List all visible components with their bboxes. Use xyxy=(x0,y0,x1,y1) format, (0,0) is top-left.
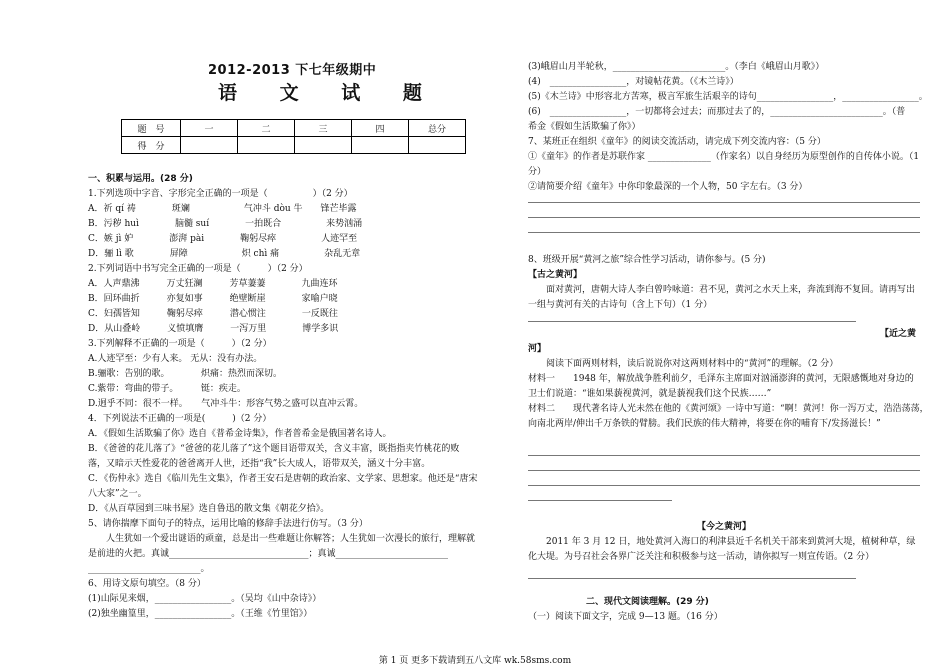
section-heading: 一、积累与运用。(28 分) xyxy=(88,174,193,184)
fill-blank-line: (2)独坐幽篁里，_________________。（王维《竹里馆》） xyxy=(88,609,313,619)
question-text: 7、某班正在组织《童年》的阅读交流活动，请完成下列交流内容：（5 分） xyxy=(528,137,826,147)
option-text: C.紫带：弯曲的带子。 铤：疾走。 xyxy=(88,384,246,394)
score-table xyxy=(121,119,466,154)
answer-line xyxy=(528,500,672,501)
fill-blank-line: 希金《假如生活欺骗了你》） xyxy=(528,122,641,132)
score-cell: 四 xyxy=(352,120,409,137)
option-text: A．《假如生活欺骗了你》选自《普希金诗集》，作者普希金是俄国著名诗人。 xyxy=(88,429,392,439)
question-text: 4．下列说法不正确的一项是( )（2 分） xyxy=(88,414,272,424)
answer-line xyxy=(528,485,920,486)
passage-text: 卫士们说道：“谁如果藐视黄河，就是藐视我们这个民族……” xyxy=(528,389,772,399)
fill-blank-line: (6) _________________，一切都将会过去；而那过去了的，_________________________。（普 xyxy=(528,107,906,117)
question-text: 2.下列词语中书写完全正确的一项是（ ）（2 分） xyxy=(88,264,308,274)
option-text: A．祈 qí 祷 斑斓 气冲斗 dòu 牛 锋芒毕露 xyxy=(88,204,357,214)
option-text: C．妇孺皆知 鞠躬尽瘁 潜心惯注 一反既往 xyxy=(88,309,338,319)
option-text: D．《从百草园到三味书屋》选自鲁迅的散文集《朝花夕拾》。 xyxy=(88,504,330,514)
option-text: B.骊歌：告别的歌。 炽痛：热烈而深切。 xyxy=(88,369,282,379)
question-text: 1.下列选项中字音、字形完全正确的一项是（ ）（2 分） xyxy=(88,189,353,199)
subsection-heading: 【古之黄河】 xyxy=(528,270,583,280)
question-text: ①《童年》的作者是苏联作家 ______________（作家名）以自身经历为原型创作的自传体小说。（1 xyxy=(528,152,920,162)
question-text: 8、班级开展“黄河之旅”综合性学习活动，请你参与。(5 分) xyxy=(528,255,766,265)
score-cell xyxy=(295,137,352,154)
passage-text: 化大堤。为号召社会各界广泛关注和积极参与这一活动，请你拟写一则宣传语。（2 分） xyxy=(528,552,875,562)
passage-text: 2011 年 3 月 12 日，地处黄河入海口的利津县近千名机关干部来到黄河大堤，植树种草，绿 xyxy=(528,537,916,547)
exam-year-title: 2012-2013 下七年级期中 xyxy=(208,63,377,78)
option-text: B．回环曲折 亦复如事 绝壁断崖 家喻户晓 xyxy=(88,294,338,304)
passage-text: 一组与黄河有关的古诗句（含上下句）（1 分） xyxy=(528,300,713,310)
answer-line xyxy=(528,470,920,471)
score-table-header-row xyxy=(122,120,466,137)
question-text: 6、用诗文原句填空。（8 分） xyxy=(88,579,206,589)
fill-blank-line: (5)《木兰诗》中形容北方苦寒，极言军旅生活艰辛的诗句_________________，_________________。 xyxy=(528,92,928,102)
option-text: A．人声鼎沸 万丈狂澜 芳草萋萋 九曲连环 xyxy=(88,279,338,289)
fill-blank-line: (4) _________________，对镜帖花黄。（《木兰诗》） xyxy=(528,77,739,87)
passage-text: 面对黄河，唐朝大诗人李白曾吟咏道：君不见，黄河之水天上来，奔流到海不复回。请再写出 xyxy=(528,285,916,295)
option-text: 八大家”之一。 xyxy=(88,489,147,499)
score-cell xyxy=(352,137,409,154)
score-table-score-row xyxy=(122,137,466,154)
score-cell xyxy=(238,137,295,154)
passage-text: 阅读下面两则材料，读后说说你对这两则材料中的“黄河”的理解。（2 分） xyxy=(528,359,839,369)
option-text: C．《伤仲永》选自《临川先生文集》，作者王安石是唐朝的政治家、文学家、思想家。他还是“唐宋 xyxy=(88,474,478,484)
exam-subject-title: 语 文 试 题 xyxy=(218,82,440,104)
subsection-heading: 河】 xyxy=(528,344,547,354)
option-text: D．从山叠岭 义愤填膺 一泻万里 博学多识 xyxy=(88,324,339,334)
question-text: 分） xyxy=(528,167,547,177)
answer-blank-line: _________________________。 xyxy=(88,564,210,574)
passage-text: 向南北两岸/伸出千万条铁的臂膀。我们民族的伟大精神，将要在你的哺育下/发扬滋长！” xyxy=(528,419,881,429)
score-cell: 题 号 xyxy=(122,120,181,137)
option-text: A.人迹罕至：少有人来。 无从：没有办法。 xyxy=(88,354,263,364)
option-text: C．嫉 jì 妒 澎湃 pài 鞠躬尽瘁 人迹罕至 xyxy=(88,234,358,244)
fill-blank-line: (1)山际见来烟，_________________。（吴均《山中杂诗》） xyxy=(88,594,322,604)
option-text: D．骊 lì 歌 屏障 炽 chì 痛 杂乱无章 xyxy=(88,249,361,259)
question-text: 人生犹如一个爱出谜语的顽童，总是出一些难题让你解答；人生犹如一次漫长的旅行，理解就 xyxy=(88,534,476,544)
answer-line xyxy=(528,217,920,218)
score-cell: 二 xyxy=(238,120,295,137)
page-footer: 第 1 页 更多下载请到五八文库 wk.58sms.com xyxy=(378,656,572,666)
score-cell: 得 分 xyxy=(122,137,181,154)
question-text: （一）阅读下面文字，完成 9—13 题。（16 分） xyxy=(528,612,723,622)
answer-line xyxy=(528,455,920,456)
question-text: 3.下列解释不正确的一项是（ ）（2 分） xyxy=(88,339,272,349)
score-cell: 一 xyxy=(181,120,238,137)
question-text: ②请简要介绍《童年》中你印象最深的一个人物，50 字左右。（3 分） xyxy=(528,182,808,192)
answer-blank-line: 是前进的火把。真诚_______________________________；真诚_________________________ xyxy=(88,549,449,559)
option-text: D.迥乎不同：很不一样。 气冲斗牛：形容气势之盛可以直冲云霄。 xyxy=(88,399,364,409)
answer-line xyxy=(528,232,920,233)
passage-text: 材料一 1948 年，解放战争胜利前夕，毛泽东主席面对汹涌澎湃的黄河，无限感慨地对身边的 xyxy=(528,374,914,384)
passage-text: 材料二 现代著名诗人光未然在他的《黄河颂》一诗中写道：“啊！黄河！你一泻万丈，浩浩荡荡， xyxy=(528,404,929,414)
score-cell: 总分 xyxy=(409,120,466,137)
section-heading: 二、现代文阅读理解。(29 分) xyxy=(586,597,709,607)
option-text: B．污秽 huì 脑髓 suí 一拍既合 来势汹涌 xyxy=(88,219,363,229)
question-text: 5、请你揣摩下面句子的特点，运用比喻的修辞手法进行仿写。（3 分） xyxy=(88,519,368,529)
fill-blank-line: (3)峨眉山月半轮秋，_________________________。（李白《峨眉山月歌》） xyxy=(528,62,825,72)
subsection-heading: 【今之黄河】 xyxy=(697,522,752,532)
score-cell xyxy=(409,137,466,154)
score-cell: 三 xyxy=(295,120,352,137)
answer-line xyxy=(528,321,856,322)
answer-line xyxy=(528,578,856,579)
score-cell xyxy=(181,137,238,154)
option-text: B．《爸爸的花儿落了》“爸爸的花儿落了”这个题目语带双关，含义丰富，既指指夹竹桃花的败 xyxy=(88,444,460,454)
option-text: 落，又暗示天性爱花的爸爸离开人世，还指“我”长大成人，语带双关，涵义十分丰富。 xyxy=(88,459,431,469)
answer-line xyxy=(528,202,920,203)
subsection-heading: 【近之黄 xyxy=(880,329,917,339)
